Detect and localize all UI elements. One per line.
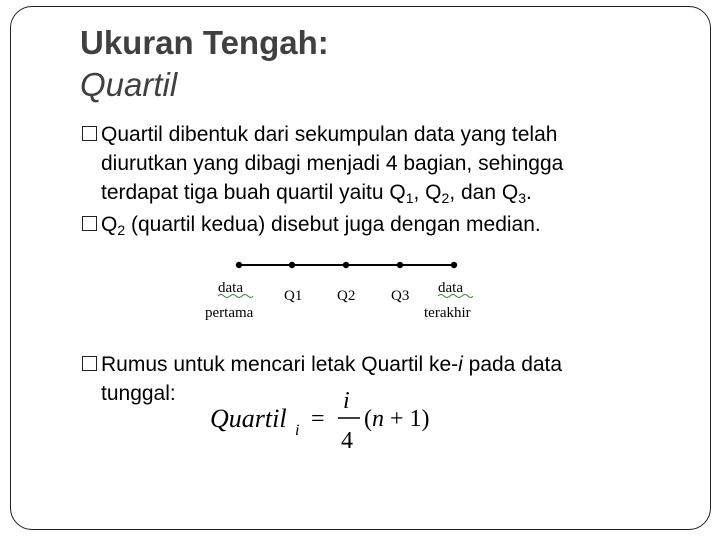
bullet-checkbox-icon — [82, 356, 97, 371]
label-q3: Q3 — [391, 288, 410, 304]
slide-title — [80, 22, 329, 106]
label-pertama: pertama — [205, 305, 254, 321]
formula-rhs: (n + 1) — [364, 406, 430, 432]
bullet-checkbox-icon — [82, 216, 97, 231]
formula-numerator: i — [343, 388, 350, 414]
quartile-formula — [210, 386, 450, 456]
bullet-3-line-2: tunggal: — [101, 382, 176, 405]
bullet-1 — [82, 120, 682, 213]
formula-denominator: 4 — [341, 428, 353, 454]
bullet-1-line-3: terdapat tiga buah quartil yaitu $Q_1$, $Q_2$, dan $Q_3$. — [101, 181, 532, 206]
bullet-2 — [82, 210, 682, 245]
title-line-2: Quartil — [80, 66, 178, 103]
label-q1: Q1 — [284, 288, 303, 304]
formula-lhs: Quartil — [210, 404, 287, 433]
bullet-3-line-1: Rumus untuk mencari letak Quartil ke-i pada data — [101, 353, 563, 376]
label-q2: Q2 — [337, 288, 356, 304]
label-data-first: data — [218, 280, 243, 296]
point-q2 — [343, 262, 349, 268]
point-q1 — [289, 262, 295, 268]
quartile-diagram — [200, 250, 500, 330]
point-last — [451, 262, 457, 268]
label-terakhir: terakhir — [424, 305, 471, 321]
formula-lhs-sub: i — [295, 422, 300, 439]
label-data-last: data — [438, 280, 463, 296]
bullet-1-line-1: Quartil dibentuk dari sekumpulan data yang telah — [101, 123, 558, 146]
bullet-2-text: $Q_2$ (quartil kedua) disebut juga dengan median. — [101, 213, 541, 238]
title-line-1: Ukuran Tengah: — [80, 24, 329, 61]
point-q3 — [397, 262, 403, 268]
bullet-1-line-2: diurutkan yang dibagi menjadi 4 bagian, sehingga — [101, 152, 564, 175]
point-first — [236, 262, 242, 268]
bullet-checkbox-icon — [82, 126, 97, 141]
formula-equals: = — [311, 406, 325, 432]
